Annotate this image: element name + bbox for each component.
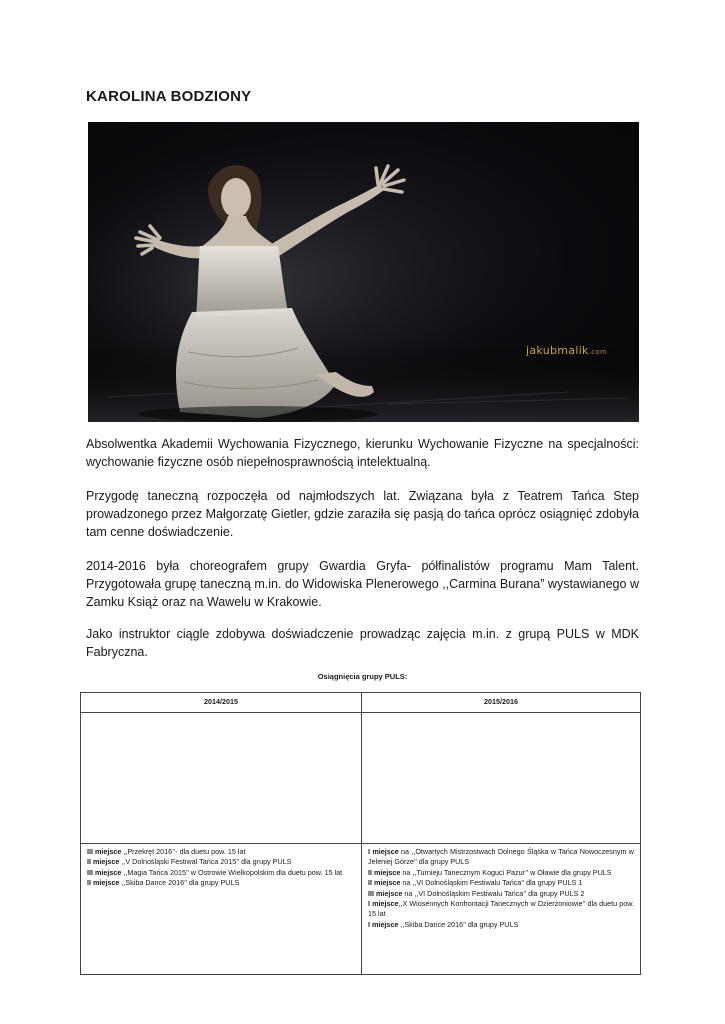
photographer-watermark: jakubmalik.com: [526, 344, 608, 357]
list-item: III miejsce na ,,VI Dolnośląskim Festiwalu Tańca’’ dla grupy PULS 2: [368, 888, 585, 898]
list-item: III miejsce ,,Przekręt 2016’’- dla duetu pow. 15 lat: [87, 847, 246, 856]
dancer-illustration: [88, 122, 639, 422]
bio-paragraph-education: Absolwentka Akademii Wychowania Fizycznego, kierunku Wychowanie Fizyczne na specjalności: wychowanie fizyczne osób niepełnosprawnością intelektualną.: [86, 437, 639, 469]
achievements-2015-2016: [362, 844, 641, 975]
list-item: III miejsce ,,Magia Tańca 2015’’ w Ostrowie Wielkopolskim dla duetu pow. 15 lat: [87, 867, 343, 877]
list-item: I miejsce ,,Skiba Dance 2016’’ dla grupy PULS: [368, 919, 519, 929]
list-item: I miejsce na ,,Otwartych Mistrzostwach Dolnego Śląska w Tańca Nowoczesnym w Jeleniej Górze’’ dla grupy PULS: [368, 847, 634, 867]
list-item: II miejsce na ,,Turnieju Tanecznym Koguci Pazur’’ w Oławie dla grupy PULS: [368, 867, 612, 877]
column-header-2015-2016: 2015/2016: [362, 693, 641, 713]
list-item: II miejsce ,,V Dolnośląski Festiwal Tańca 2015’’ dla grupy PULS: [87, 857, 292, 867]
page-title: KAROLINA BODZIONY: [86, 88, 252, 105]
table-spacer-row: [81, 713, 641, 844]
list-item: II miejsce na ,,VI Dolnośląskim Festiwalu Tańca’’ dla grupy PULS 1: [368, 878, 583, 888]
table-row: [81, 844, 641, 975]
table-caption: Osiągnięcia grupy PULS:: [317, 672, 408, 681]
table-header-row: [81, 693, 641, 713]
achievements-table: [80, 692, 641, 975]
dancer-photo: [88, 122, 639, 422]
column-header-2014-2015: 2014/2015: [81, 693, 362, 713]
list-item: I miejsce,,X Wiosennych Konfrontacji Tanecznych w Dzierżoniowie’’ dla duetu pow. 15 lat: [368, 899, 634, 919]
bio-paragraph-dance-start: Przygodę taneczną rozpoczęła od najmłodszych lat. Związana była z Teatrem Tańca Step prowadzonego przez Małgorzatę Gietler, gdzie zaraziła się pasją do tańca oprócz osiągnięć zdobyła tam cenne doświadczenie.: [86, 489, 639, 539]
bio-paragraph-choreographer: 2014-2016 była choreografem grupy Gwardia Gryfa- półfinalistów programu Mam Talent. Przygotowała grupę taneczną m.in. do Widowiska Plenerowego ,,Carmina Burana” wystawianego w Zamku Książ oraz na Wawelu w Krakowie.: [86, 559, 639, 609]
list-item: II miejsce ,,Skiba Dance 2016’’ dla grupy PULS: [87, 878, 240, 888]
achievements-2014-2015: [81, 844, 362, 975]
bio-paragraph-instructor: Jako instruktor ciągle zdobywa doświadczenie prowadząc zajęcia m.in. z grupą PULS w MDK Fabryczna.: [86, 627, 639, 659]
